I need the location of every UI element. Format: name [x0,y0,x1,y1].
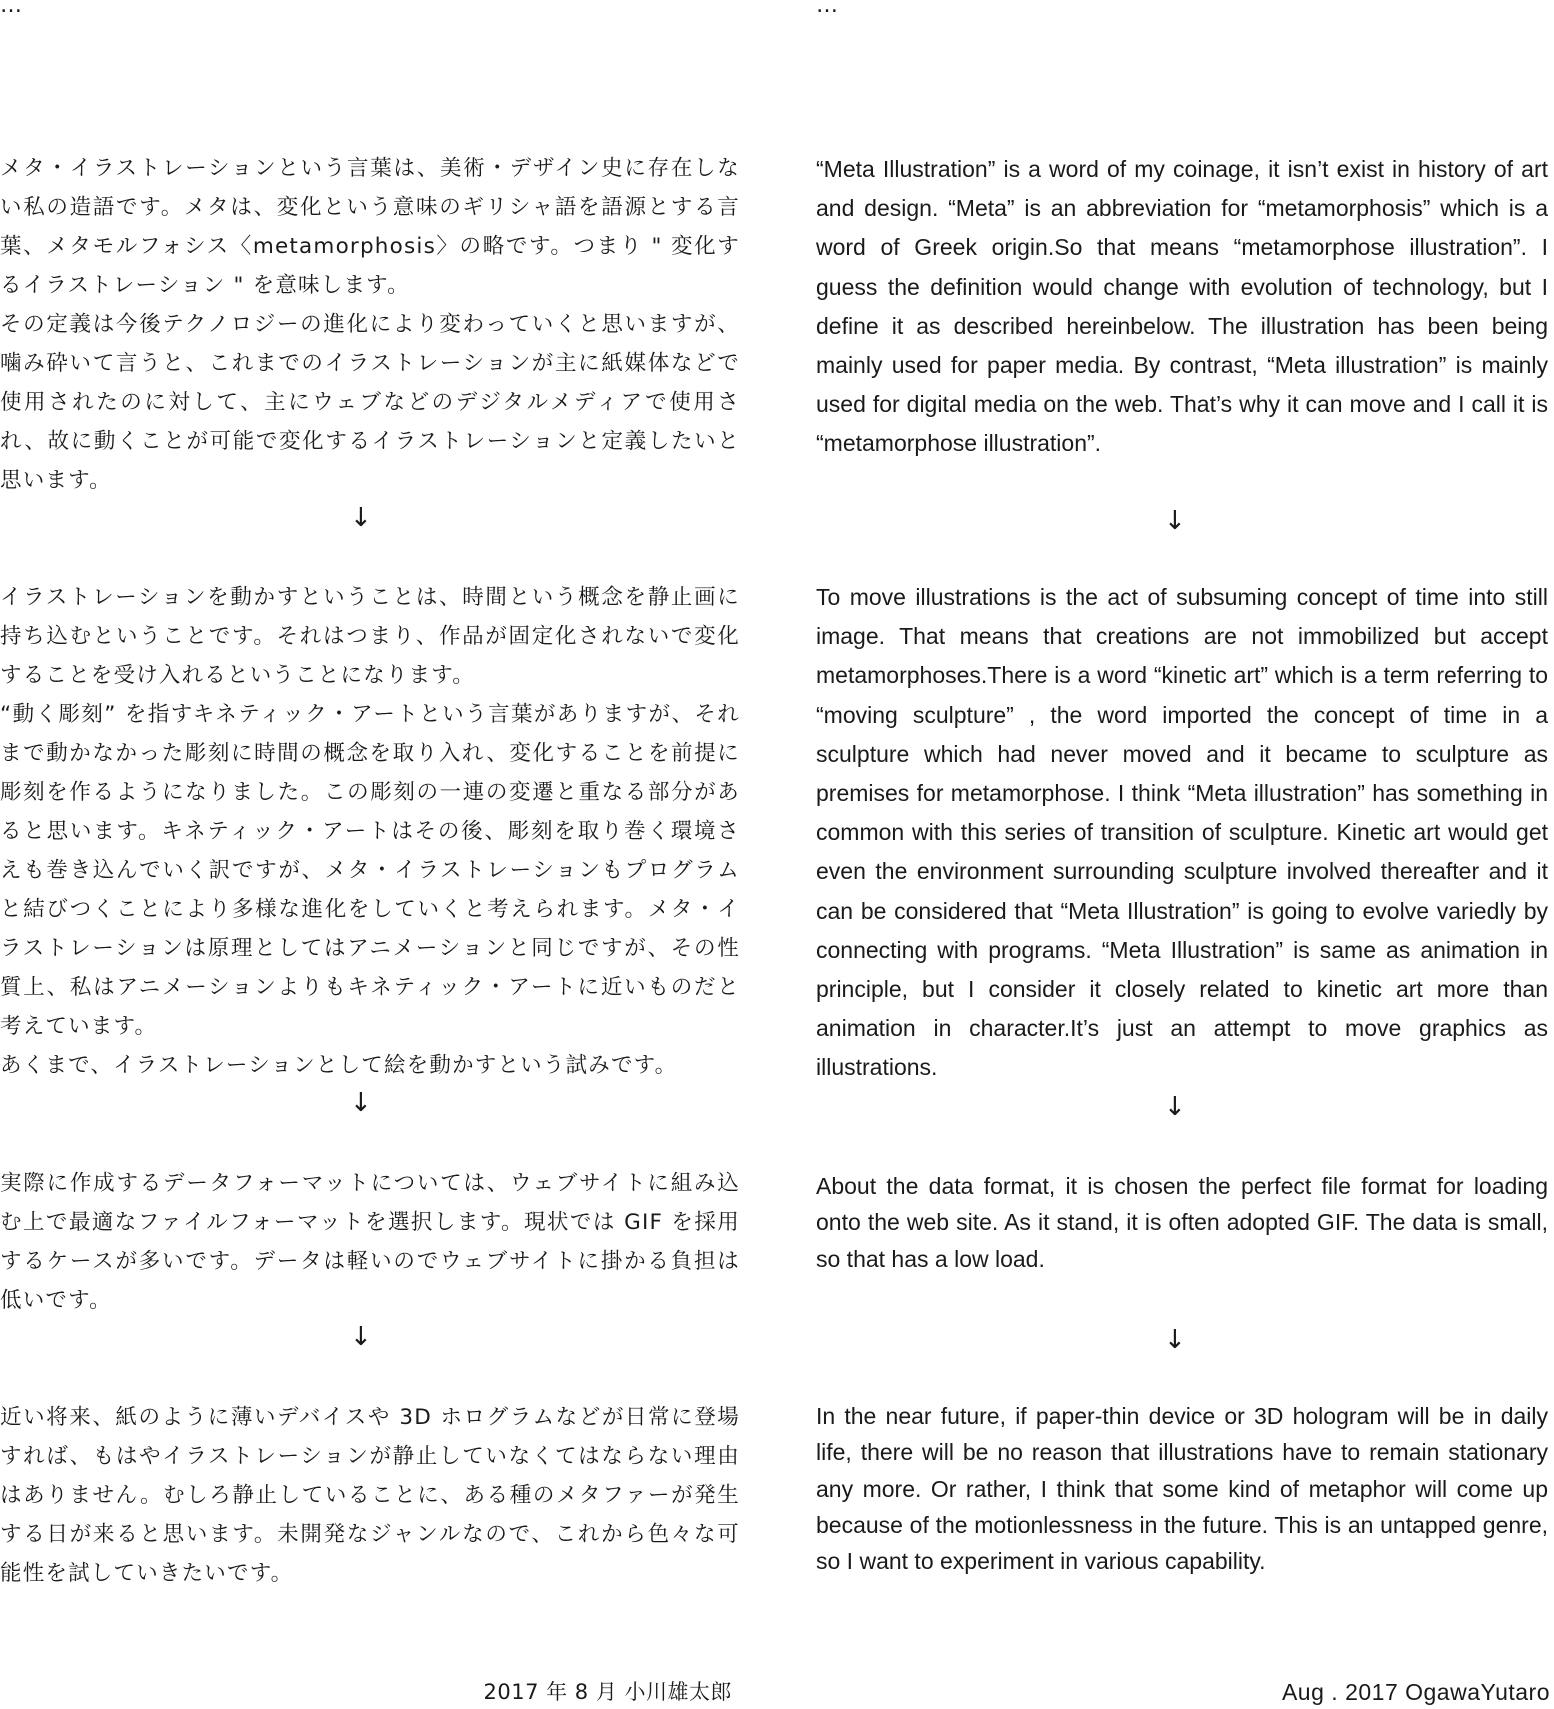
ellipsis-en: … [816,0,839,18]
signature-ja: 2017 年 8 月 小川雄太郎 [483,1680,732,1704]
signature-en: Aug . 2017 OgawaYutaro [1281,1679,1550,1705]
paragraph-en-1: “Meta Illustration” is a word of my coinage, it isn’t exist in history of art and design. “Meta” is an abbreviation for “metamorphosis” which is a word of Greek origin.So that means “metamorphose illustration”. I guess the definition would change with evolution of technology, but I define it as described hereinbelow. The illustration has been being mainly used for paper media. By contrast, “Meta illustration” is mainly used for digital media on the web. That’s why it can move and I call it is “metamorphose illustration”. [816,156,1548,457]
paragraph-ja-1: メタ・イラストレーションという言葉は、美術・デザイン史に存在しない私の造語です。メタは、変化という意味のギリシャ語を語源とする言葉、メタモルフォシス〈metamorphosis〉の略です。つまり " 変化するイラストレーション " を意味します。 その定義は今後テクノロジーの進化により変わっていくと思いますが、噛み砕いて言うと、これまでのイラストレーションが主に紙媒体などで使用されたのに対して、主にウェブなどのデジタルメディアで使用され、故に動くことが可能で変化するイラストレーションと定義したいと思います。 [0,156,740,493]
down-arrow-en-3: ↓ [1164,1325,1186,1355]
ellipsis-ja: … [0,0,23,18]
down-arrow-ja-3: ↓ [350,1322,372,1352]
paragraph-en-3: About the data format, it is chosen the perfect file format for loading onto the web site. As it stand, it is often adopted GIF. The data is small, so that has a low load. [816,1173,1548,1272]
paragraph-en-2: To move illustrations is the act of subsuming concept of time into still image. That means that creations are not immobilized but accept metamorphoses.There is a word “kinetic art” which is a term referring to “moving sculpture” , the word imported the concept of time in a sculpture which had never moved and it became to sculpture as premises for metamorphose. I think “Meta illustration” has something in common with this series of transition of sculpture. Kinetic art would get even the environment surrounding sculpture involved thereafter and it can be considered that “Meta Illustration” is going to evolve variedly by connecting with programs. “Meta Illustration” is same as animation in principle, but I consider it closely related to kinetic art more than animation in character.It’s just an attempt to move graphics as illustrations. [816,584,1548,1081]
paragraph-ja-4: 近い将来、紙のように薄いデバイスや 3D ホログラムなどが日常に登場すれば、もはやイラストレーションが静止していなくてはならない理由はありません。むしろ静止していることに、ある種のメタファーが発生する日が来ると思います。未開発なジャンルなので、これから色々な可能性を試していきたいです。 [0,1405,740,1586]
down-arrow-en-2: ↓ [1164,1092,1186,1122]
down-arrow-en-1: ↓ [1164,506,1186,536]
paragraph-ja-2: イラストレーションを動かすということは、時間という概念を静止画に持ち込むということです。それはつまり、作品が固定化されないで変化することを受け入れるということになります。 “動く彫刻” を指すキネティック・アートという言葉がありますが、それまで動かなかった彫刻に時間の概念を取り入れ、変化することを前提に彫刻を作るようになりました。この彫刻の一連の変遷と重なる部分があると思います。キネティック・アートはその後、彫刻を取り巻く環境さえも巻き込んでいく訳ですが、メタ・イラストレーションもプログラムと結びつくことにより多様な進化をしていくと考えられます。メタ・イラストレーションは原理としてはアニメーションと同じですが、その性質上、私はアニメーションよりもキネティック・アートに近いものだと考えています。 あくまで、イラストレーションとして絵を動かすという試みです。 [0,585,740,1078]
paragraph-ja-3: 実際に作成するデータフォーマットについては、ウェブサイトに組み込む上で最適なファイルフォーマットを選択します。現状では GIF を採用するケースが多いです。データは軽いのでウェブサイトに掛かる負担は低いです。 [0,1171,740,1313]
down-arrow-ja-1: ↓ [350,503,372,533]
down-arrow-ja-2: ↓ [350,1088,372,1118]
paragraph-en-4: In the near future, if paper-thin device or 3D hologram will be in daily life, there will be no reason that illustrations have to remain stationary any more. Or rather, I think that some kind of metaphor will come up because of the motionlessness in the future. This is an untapped genre, so I want to experiment in various capability. [816,1403,1548,1575]
